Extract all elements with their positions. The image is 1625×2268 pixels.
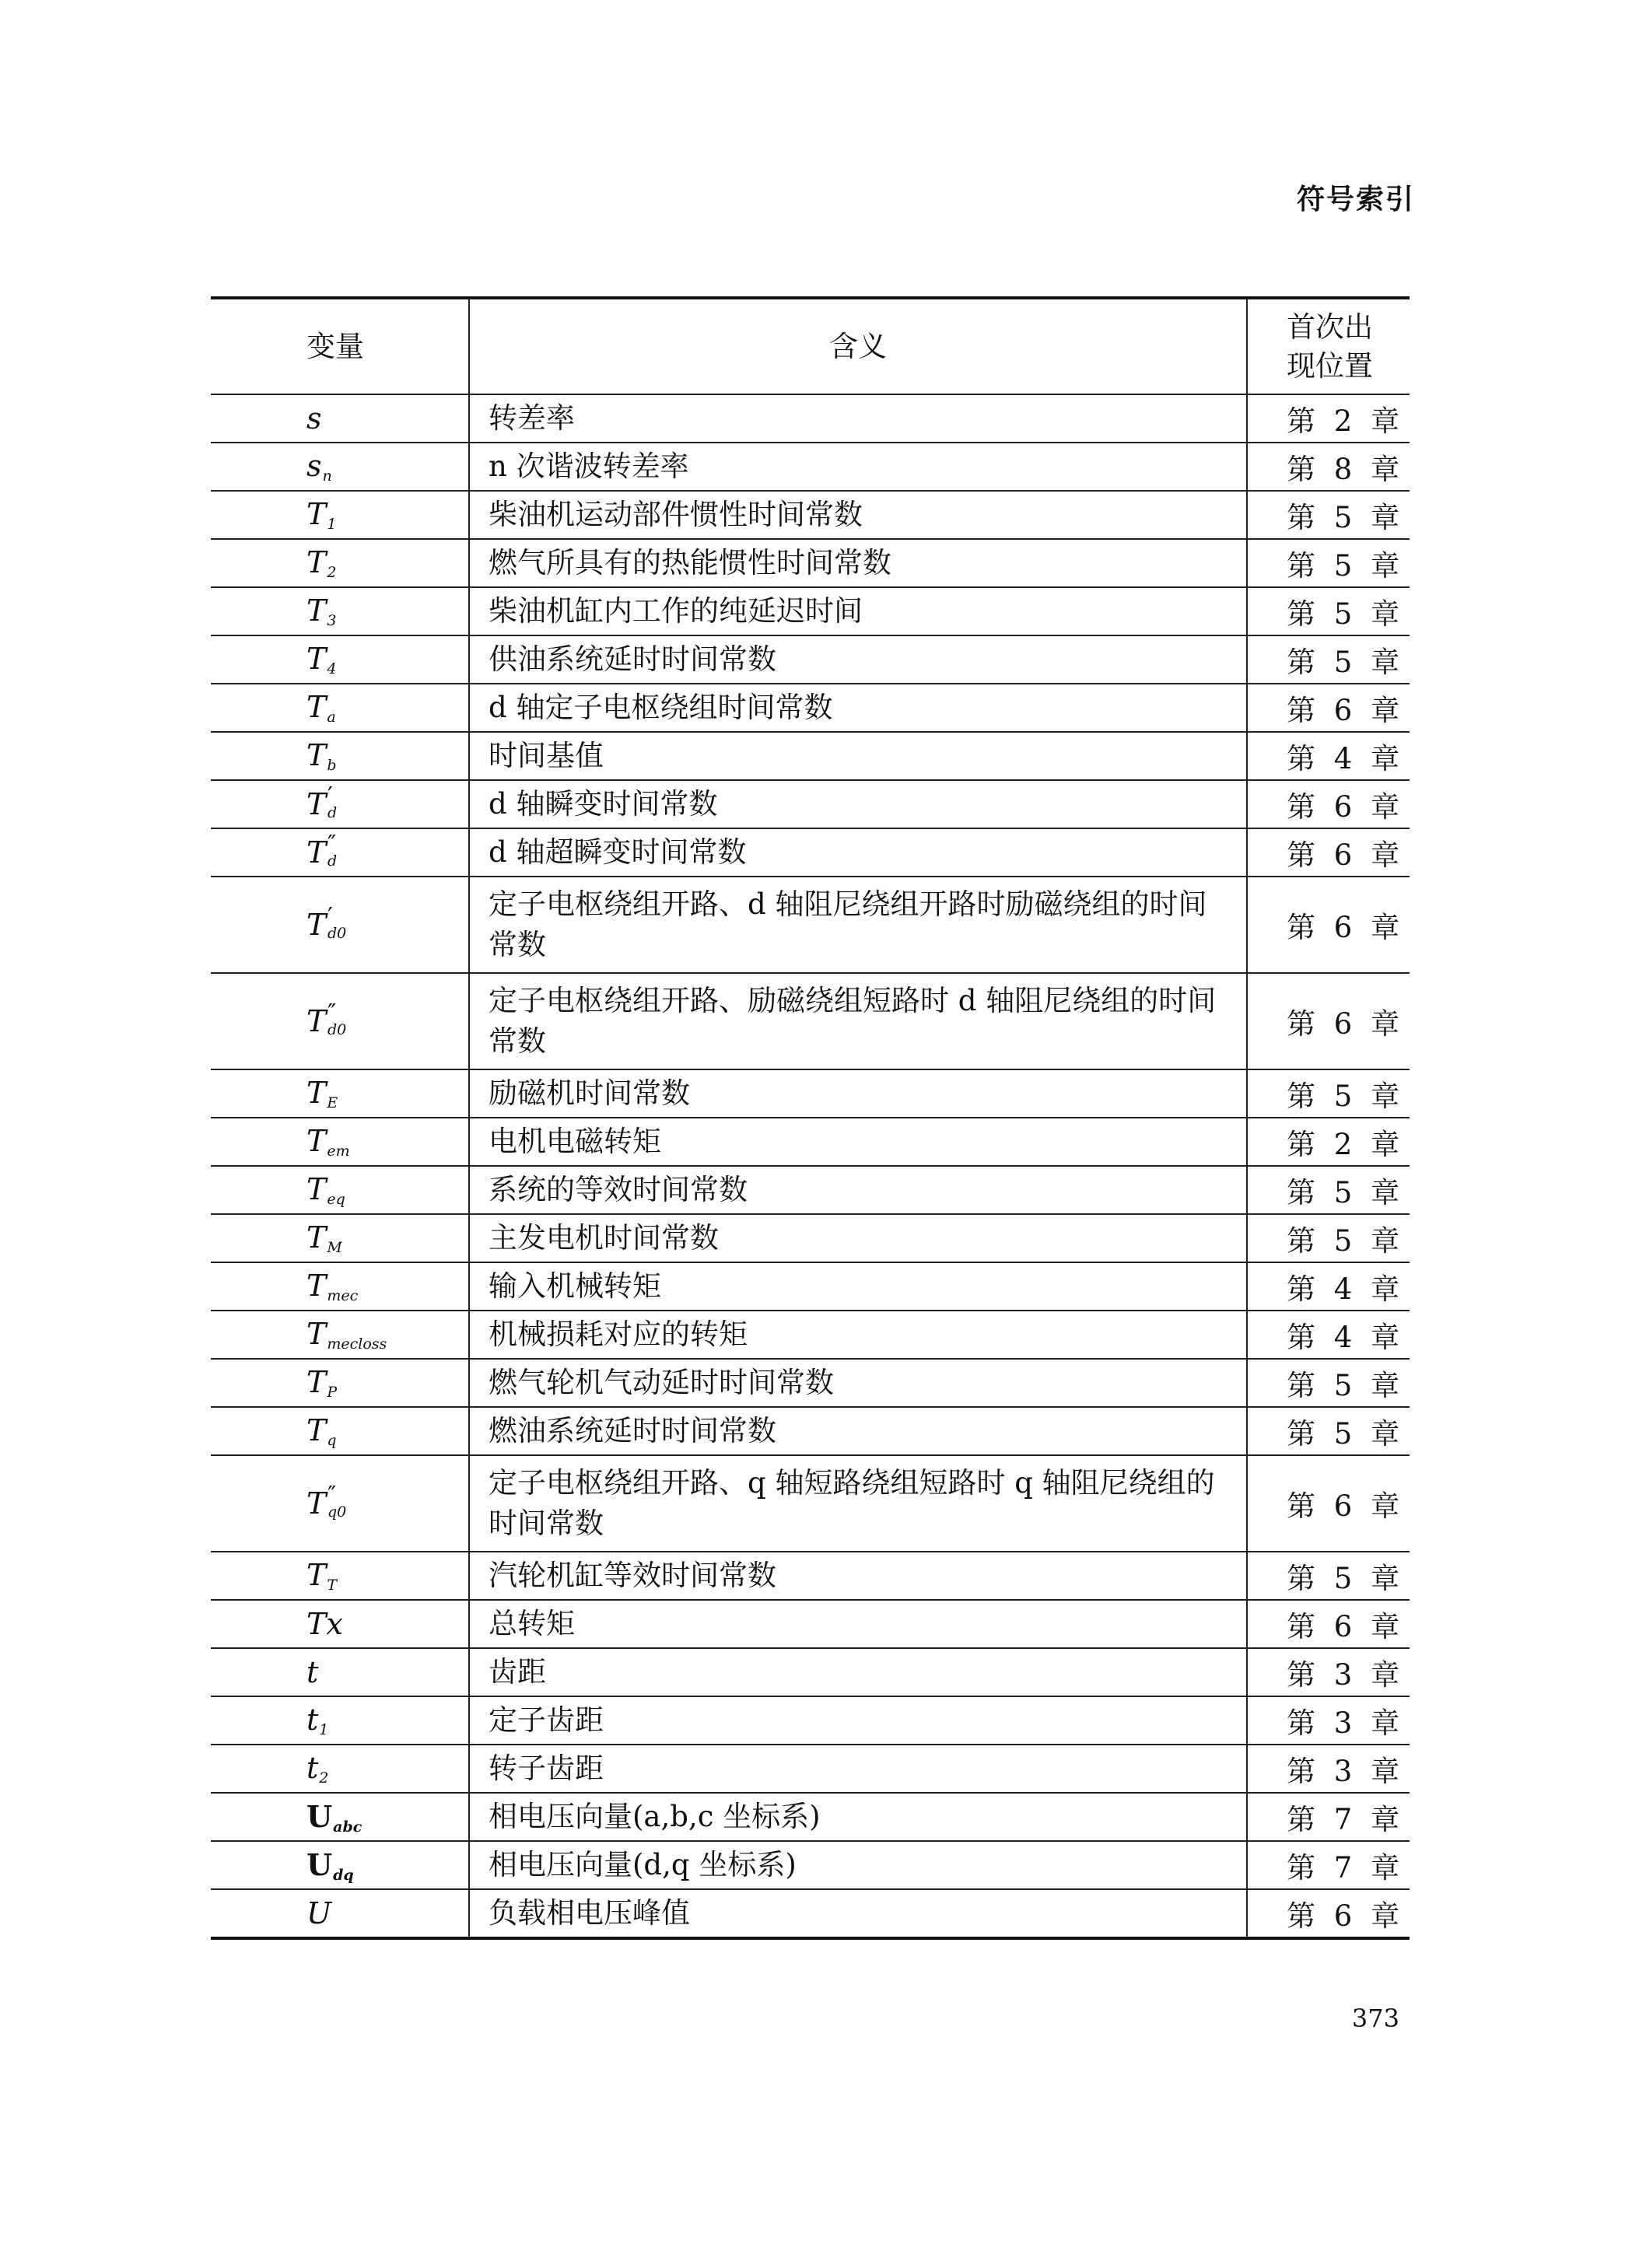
symbol-subscript: 4 <box>327 660 337 677</box>
table-row <box>211 587 1410 635</box>
symbol-cell <box>211 1118 469 1166</box>
table-row <box>211 1552 1410 1600</box>
symbol-cell <box>211 1407 469 1455</box>
meaning-cell: 供油系统延时时间常数 <box>469 635 1247 684</box>
symbol-cell <box>211 1745 469 1793</box>
symbol-base: T <box>306 1413 327 1447</box>
meaning-cell: 转子齿距 <box>469 1745 1247 1793</box>
symbol-base: T <box>306 1172 327 1206</box>
symbol-cell <box>211 1648 469 1696</box>
symbol <box>306 1847 354 1882</box>
symbol <box>306 782 338 821</box>
symbol-cell <box>211 394 469 443</box>
symbol-cell <box>211 973 469 1069</box>
page-number: 373 <box>1351 2004 1399 2033</box>
first-position-cell: 第 6 章 <box>1247 1600 1410 1648</box>
symbol-cell <box>211 1069 469 1118</box>
symbol-base: s <box>306 449 322 483</box>
symbol <box>306 401 322 436</box>
table-row <box>211 491 1410 539</box>
first-position-cell: 第 4 章 <box>1247 1262 1410 1311</box>
symbol-cell <box>211 1793 469 1841</box>
symbol-subscript: n <box>322 467 332 485</box>
first-position-cell: 第 3 章 <box>1247 1696 1410 1745</box>
table-row <box>211 1889 1410 1938</box>
header-first-position-line2: 现位置 <box>1287 348 1373 383</box>
symbol-base: T <box>306 545 327 579</box>
meaning-cell: 燃气所具有的热能惯性时间常数 <box>469 539 1247 587</box>
symbol <box>306 1751 328 1785</box>
first-position-cell: 第 7 章 <box>1247 1793 1410 1841</box>
symbol <box>306 1799 362 1834</box>
symbol-base: T <box>306 738 327 772</box>
symbol <box>306 1076 338 1110</box>
symbol-subscript: 1 <box>327 516 337 533</box>
table-row <box>211 684 1410 732</box>
symbol-subscript: abc <box>333 1818 362 1836</box>
first-position-cell: 第 5 章 <box>1247 1069 1410 1118</box>
symbol-subscript: d0 <box>327 925 347 942</box>
symbol-cell <box>211 1841 469 1889</box>
symbol-prime: ″ <box>327 831 337 858</box>
symbol-subscript: mecloss <box>327 1335 387 1353</box>
symbol <box>306 1413 337 1447</box>
table-row <box>211 877 1410 973</box>
symbol-cell <box>211 1166 469 1214</box>
first-position-cell: 第 2 章 <box>1247 1118 1410 1166</box>
symbol-subscript: T <box>327 1577 338 1594</box>
symbol-base: U <box>306 1846 333 1882</box>
symbol-prime: ″ <box>327 999 337 1027</box>
meaning-cell: 转差率 <box>469 394 1247 443</box>
first-position-cell: 第 3 章 <box>1247 1648 1410 1696</box>
symbol-base: T <box>306 1124 327 1158</box>
meaning-cell: 燃油系统延时时间常数 <box>469 1407 1247 1455</box>
meaning-cell: 定子齿距 <box>469 1696 1247 1745</box>
table-row <box>211 1118 1410 1166</box>
symbol-base: U <box>306 1896 332 1930</box>
symbol-subscript: 1 <box>319 1721 329 1738</box>
table-row <box>211 539 1410 587</box>
table-row <box>211 1696 1410 1745</box>
symbol <box>306 1269 358 1303</box>
table-row <box>211 1793 1410 1841</box>
symbol-base: T <box>306 690 327 724</box>
symbol-cell <box>211 1214 469 1262</box>
header-meaning: 含义 <box>469 298 1247 394</box>
table-row <box>211 1455 1410 1552</box>
symbol-subscript: eq <box>327 1191 345 1208</box>
symbol <box>306 449 332 483</box>
symbol-cell <box>211 587 469 635</box>
symbol <box>306 1220 342 1255</box>
first-position-cell: 第 5 章 <box>1247 1407 1410 1455</box>
symbol-cell <box>211 732 469 780</box>
meaning-cell: 齿距 <box>469 1648 1247 1696</box>
table-row <box>211 443 1410 491</box>
symbol <box>306 1482 347 1521</box>
symbol-cell <box>211 1311 469 1359</box>
meaning-cell: 系统的等效时间常数 <box>469 1166 1247 1214</box>
symbol <box>306 1896 331 1930</box>
meaning-cell: d 轴定子电枢绕组时间常数 <box>469 684 1247 732</box>
symbol-cell <box>211 1262 469 1311</box>
table-row <box>211 1600 1410 1648</box>
first-position-cell: 第 4 章 <box>1247 1311 1410 1359</box>
symbol-base: T <box>306 1558 327 1592</box>
symbol-base: T <box>306 1004 327 1038</box>
table-row <box>211 1262 1410 1311</box>
meaning-cell: 机械损耗对应的转矩 <box>469 1311 1247 1359</box>
symbol-cell <box>211 1552 469 1600</box>
meaning-cell: 励磁机时间常数 <box>469 1069 1247 1118</box>
first-position-cell: 第 8 章 <box>1247 443 1410 491</box>
symbol-base: T <box>306 908 327 942</box>
symbol-base: t <box>306 1751 319 1785</box>
symbol-base: T <box>306 787 327 821</box>
symbol-subscript: dq <box>333 1866 354 1884</box>
running-head-title: 符号索引 <box>1296 183 1415 215</box>
symbol-subscript: d <box>327 852 338 870</box>
first-position-cell: 第 3 章 <box>1247 1745 1410 1793</box>
symbol <box>306 1655 318 1689</box>
symbol-cell <box>211 1455 469 1552</box>
first-position-cell: 第 6 章 <box>1247 1889 1410 1938</box>
meaning-cell: 燃气轮机气动延时时间常数 <box>469 1359 1247 1407</box>
symbol <box>306 999 347 1038</box>
meaning-cell: 相电压向量(d,q 坐标系) <box>469 1841 1247 1889</box>
first-position-cell: 第 5 章 <box>1247 1214 1410 1262</box>
symbol-base: U <box>306 1798 333 1834</box>
symbol <box>306 738 337 772</box>
first-position-cell: 第 6 章 <box>1247 828 1410 877</box>
table-row <box>211 1648 1410 1696</box>
symbol-subscript: a <box>327 709 336 726</box>
symbol-subscript: 2 <box>319 1769 329 1787</box>
first-position-cell: 第 4 章 <box>1247 732 1410 780</box>
first-position-cell: 第 5 章 <box>1247 539 1410 587</box>
first-position-cell: 第 6 章 <box>1247 877 1410 973</box>
symbol-subscript: 3 <box>327 612 337 629</box>
table-header-row <box>211 298 1410 394</box>
symbol-subscript: 2 <box>327 564 337 581</box>
symbol <box>306 497 336 531</box>
symbol-subscript: q <box>327 1432 337 1449</box>
symbol-base: T <box>306 1269 327 1303</box>
meaning-cell: 汽轮机缸等效时间常数 <box>469 1552 1247 1600</box>
table-row <box>211 1359 1410 1407</box>
symbol-subscript: b <box>327 757 337 774</box>
symbol-prime: ″ <box>327 1482 337 1509</box>
symbol-subscript: d <box>327 804 338 821</box>
meaning-cell: 电机电磁转矩 <box>469 1118 1247 1166</box>
symbol-cell <box>211 780 469 828</box>
table-body <box>211 394 1410 1938</box>
meaning-cell: 相电压向量(a,b,c 坐标系) <box>469 1793 1247 1841</box>
symbol-base: t <box>306 1703 319 1737</box>
symbol-cell <box>211 539 469 587</box>
symbol-subscript: d0 <box>327 1021 347 1038</box>
symbol <box>306 1317 387 1351</box>
first-position-cell: 第 2 章 <box>1247 394 1410 443</box>
header-first-position-line1: 首次出 <box>1287 310 1373 344</box>
first-position-cell: 第 6 章 <box>1247 780 1410 828</box>
symbol-cell <box>211 635 469 684</box>
meaning-cell: d 轴超瞬变时间常数 <box>469 828 1247 877</box>
table-row <box>211 828 1410 877</box>
meaning-cell: 输入机械转矩 <box>469 1262 1247 1311</box>
table-row <box>211 1745 1410 1793</box>
first-position-cell: 第 6 章 <box>1247 684 1410 732</box>
meaning-cell: 负载相电压峰值 <box>469 1889 1247 1938</box>
symbol-base: T <box>306 1220 327 1255</box>
symbol-prime: ′ <box>327 903 333 930</box>
meaning-cell: d 轴瞬变时间常数 <box>469 780 1247 828</box>
symbol-base: T <box>306 1365 327 1399</box>
symbol-cell <box>211 1696 469 1745</box>
first-position-cell: 第 6 章 <box>1247 1455 1410 1552</box>
first-position-cell: 第 5 章 <box>1247 1552 1410 1600</box>
symbol-base: T <box>306 835 327 870</box>
symbol-base: T <box>306 1486 327 1521</box>
table-row <box>211 394 1410 443</box>
first-position-cell: 第 5 章 <box>1247 1359 1410 1407</box>
symbol-cell <box>211 1600 469 1648</box>
symbol-base: T <box>306 593 327 628</box>
symbol-subscript: em <box>327 1143 350 1160</box>
table-row <box>211 1069 1410 1118</box>
first-position-cell: 第 5 章 <box>1247 1166 1410 1214</box>
symbol-subscript: q0 <box>327 1503 347 1521</box>
symbol <box>306 1607 343 1641</box>
meaning-cell: 定子电枢绕组开路、励磁绕组短路时 d 轴阻尼绕组的时间常数 <box>469 973 1247 1069</box>
meaning-cell: 主发电机时间常数 <box>469 1214 1247 1262</box>
symbol-cell <box>211 877 469 973</box>
symbol-base: T <box>306 1317 327 1351</box>
symbol-cell <box>211 828 469 877</box>
meaning-cell: 柴油机缸内工作的纯延迟时间 <box>469 587 1247 635</box>
symbol-index-table <box>211 296 1410 1940</box>
symbol <box>306 1558 337 1592</box>
meaning-cell: 定子电枢绕组开路、d 轴阻尼绕组开路时励磁绕组的时间常数 <box>469 877 1247 973</box>
symbol <box>306 903 347 942</box>
symbol <box>306 1365 337 1399</box>
table-row <box>211 732 1410 780</box>
table-row <box>211 1166 1410 1214</box>
symbol <box>306 545 336 579</box>
symbol-prime: ′ <box>327 782 333 810</box>
symbol-base: Tx <box>306 1607 343 1641</box>
symbol <box>306 831 338 870</box>
symbol-cell <box>211 443 469 491</box>
symbol-subscript: E <box>327 1094 338 1111</box>
table-row <box>211 1214 1410 1262</box>
symbol <box>306 642 336 676</box>
symbol-base: T <box>306 1076 327 1110</box>
symbol-cell <box>211 491 469 539</box>
first-position-cell: 第 7 章 <box>1247 1841 1410 1889</box>
symbol <box>306 1172 345 1206</box>
symbol-cell <box>211 1889 469 1938</box>
symbol-subscript: mec <box>327 1287 359 1304</box>
meaning-cell: 定子电枢绕组开路、q 轴短路绕组短路时 q 轴阻尼绕组的时间常数 <box>469 1455 1247 1552</box>
symbol <box>306 1703 328 1737</box>
meaning-cell: 总转矩 <box>469 1600 1247 1648</box>
table-row <box>211 1841 1410 1889</box>
first-position-cell: 第 5 章 <box>1247 491 1410 539</box>
table-row <box>211 1407 1410 1455</box>
first-position-cell: 第 6 章 <box>1247 973 1410 1069</box>
symbol-base: t <box>306 1655 319 1689</box>
header-variable: 变量 <box>211 298 469 394</box>
table-row <box>211 780 1410 828</box>
meaning-cell: 柴油机运动部件惯性时间常数 <box>469 491 1247 539</box>
first-position-cell: 第 5 章 <box>1247 587 1410 635</box>
symbol <box>306 1124 350 1158</box>
table-row <box>211 973 1410 1069</box>
symbol-base: T <box>306 497 327 531</box>
symbol <box>306 690 336 724</box>
symbol-subscript: P <box>327 1384 338 1401</box>
table-row <box>211 1311 1410 1359</box>
symbol-base: T <box>306 642 327 676</box>
symbol-subscript: M <box>327 1239 342 1256</box>
symbol-cell <box>211 1359 469 1407</box>
header-first-position <box>1247 298 1410 394</box>
symbol-cell <box>211 684 469 732</box>
symbol <box>306 593 336 628</box>
first-position-cell: 第 5 章 <box>1247 635 1410 684</box>
table-row <box>211 635 1410 684</box>
meaning-cell: n 次谐波转差率 <box>469 443 1247 491</box>
meaning-cell: 时间基值 <box>469 732 1247 780</box>
symbol-base: s <box>306 401 322 436</box>
